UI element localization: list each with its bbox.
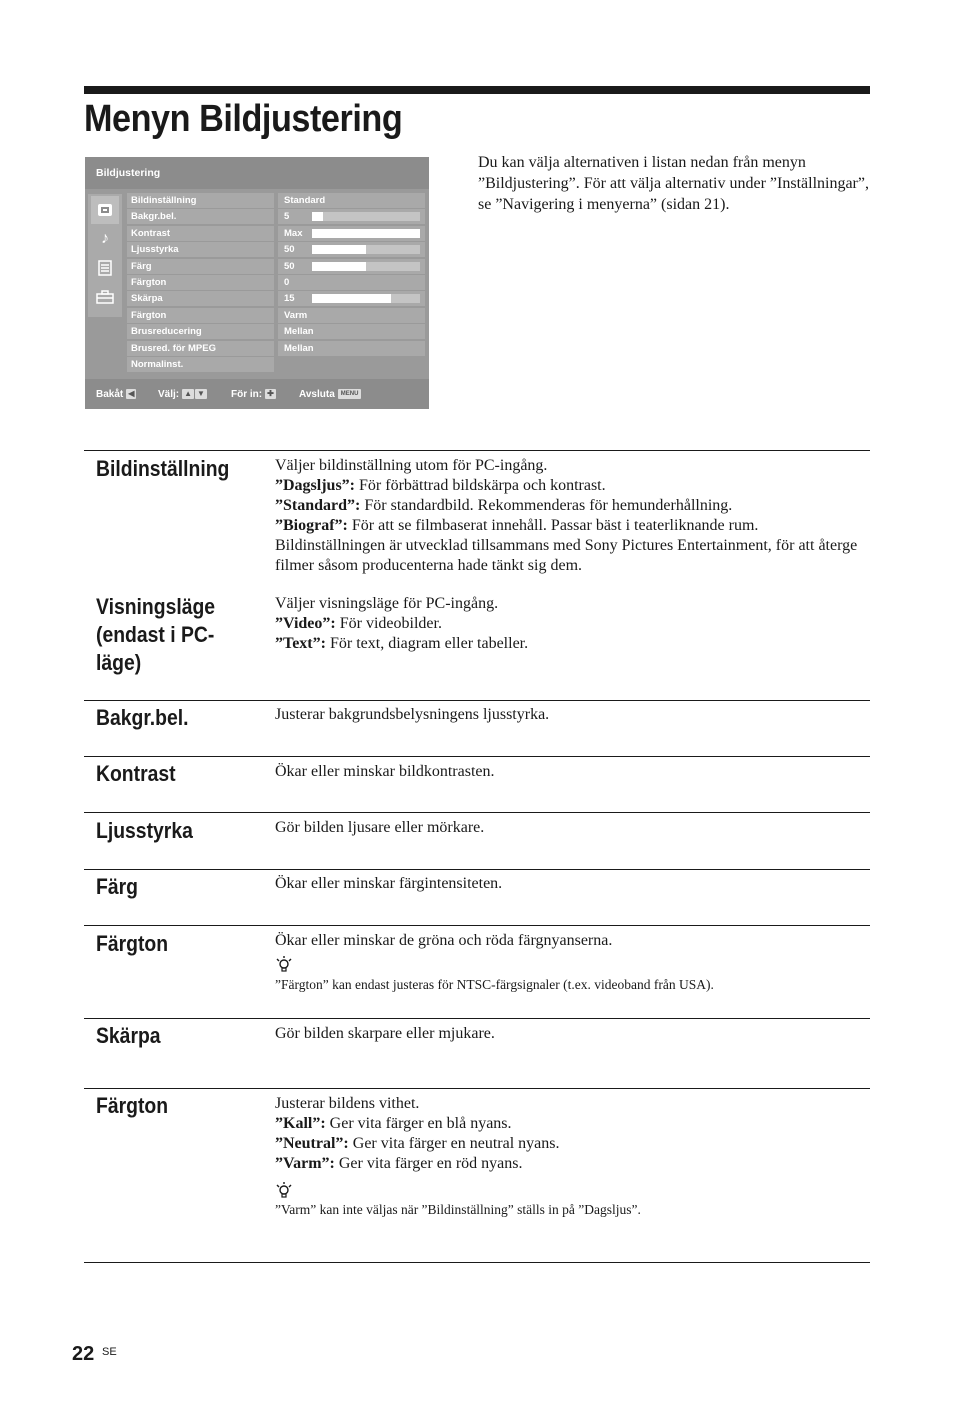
osd-row [127,324,425,340]
desc-fargton: Ökar eller minskar de gröna och röda färgnyanserna. [275,932,613,949]
title-rule [84,86,870,94]
osd-level-bar-fill [312,212,323,221]
term-farg: Färg [96,874,138,899]
page-language: SE [102,1346,117,1358]
desc-bildinstallning: Väljer bildinställning utom för PC-ingång. ”Dagsljus”: För förbättrad bildskärpa och kontrast. ”Standard”: För standardbild. Rekommenderas för hemunderhållning. ”Biograf”: För att se filmbaserat innehåll. Passar bäst i teaterliknande rum. Bildinställningen är utvecklad tillsammans med Sony Pictures Entertainment, för att återge filmer såsom producenterna hade tänkt sig dem. [275,457,858,574]
term-visningslage: Visningsläge (endast i PC-läge) [96,594,216,675]
term-ljusstyrka: Ljusstyrka [96,818,193,843]
osd-row-label: Färgton [127,275,274,290]
picture-icon [91,196,119,224]
table-rule [84,756,870,757]
osd-row [127,259,425,275]
page-title: Menyn Bildjustering [84,98,403,140]
table-rule [84,700,870,701]
osd-row-label: Brusreducering [127,324,274,339]
osd-row-value: 0 [278,275,425,290]
table-rule [84,925,870,926]
table-rule [84,1088,870,1089]
osd-row [127,291,425,307]
osd-footer [85,379,429,409]
table-rule [84,812,870,813]
osd-row-label: Färg [127,259,274,274]
desc-farg: Ökar eller minskar färgintensiteten. [275,875,503,892]
osd-row-value: Varm [278,308,425,323]
osd-row [127,193,425,209]
osd-level-bar-fill [312,294,391,303]
osd-row-label: Kontrast [127,226,274,241]
osd-footer-exit: Avsluta MENU [299,389,361,400]
osd-row [127,226,425,242]
osd-level-bar [312,294,420,303]
settings-icon [91,283,119,311]
term-kontrast: Kontrast [96,761,176,786]
osd-row [127,341,425,357]
desc-fargton-white: Justerar bildens vithet. ”Kall”: Ger vita färger en blå nyans. ”Neutral”: Ger vita färger en neutral nyans. ”Varm”: Ger vita färger en röd nyans. [275,1095,560,1172]
down-key-icon: ▼ [197,389,205,399]
osd-level-bar-fill [312,262,366,271]
osd-row [127,275,425,291]
table-rule [84,1262,870,1263]
term-bildinstallning: Bildinställning [96,456,230,481]
osd-footer-select: Välj: ▲ ▼ [158,389,205,400]
term-bakgrbel: Bakgr.bel. [96,705,189,730]
osd-sidebar [88,194,122,317]
osd-footer-back: Bakåt ◀ [96,389,135,400]
picture-adjustment-menu-screenshot [85,157,429,409]
osd-row [127,308,425,324]
osd-row [127,357,425,373]
hint-bulb-icon [275,955,293,973]
osd-row-value: Max [278,226,425,241]
table-rule [84,1018,870,1019]
back-key-icon: ◀ [128,389,135,399]
osd-row-value: 15 [278,291,425,306]
osd-row-value: 50 [278,242,425,257]
table-rule [84,450,870,451]
osd-row-value: 50 [278,259,425,274]
osd-level-bar [312,245,420,254]
intro-text: Du kan välja alternativen i listan nedan från menyn ”Bildjustering”. För att välja alternativ under ”Inställningar”, se ”Navigering i menyerna” (sidan 21). [478,154,869,213]
osd-row-label: Skärpa [127,291,274,306]
term-skarpa: Skärpa [96,1023,161,1048]
osd-level-bar [312,212,420,221]
table-rule [84,869,870,870]
osd-row-label: Färgton [127,308,274,323]
desc-skarpa: Gör bilden skarpare eller mjukare. [275,1025,495,1042]
osd-row-label: Ljusstyrka [127,242,274,257]
sound-icon: ♪ [101,230,109,247]
desc-bakgrbel: Justerar bakgrundsbelysningens ljusstyrka. [275,706,550,723]
osd-row-label: Normalinst. [127,357,274,372]
osd-footer-enter: För in: ✚ [231,389,274,400]
up-key-icon: ▲ [184,389,193,399]
osd-level-bar [312,229,420,238]
osd-row [127,242,425,258]
desc-kontrast: Ökar eller minskar bildkontrasten. [275,763,495,780]
page-number: 22 [72,1343,95,1365]
osd-header [85,157,429,189]
hint-bulb-icon [275,1181,293,1199]
desc-visningslage: Väljer visningsläge för PC-ingång. ”Video”: För videobilder. ”Text”: För text, diagram eller tabeller. [275,595,529,652]
osd-row-value: Mellan [278,341,425,356]
osd-level-bar-fill [312,245,366,254]
osd-title: Bildjustering [96,167,161,179]
menu-key: MENU [338,389,362,399]
note-varm: ”Varm” kan inte väljas när ”Bildinställning” ställs in på ”Dagsljus”. [275,1202,641,1217]
term-fargton: Färgton [96,931,169,956]
osd-row-value: Standard [278,193,425,208]
term-fargton-white: Färgton [96,1093,169,1118]
osd-row-value: 5 [278,209,425,224]
enter-key-icon: ✚ [267,389,274,399]
features-icon [91,254,119,282]
note-fargton: ”Färgton” kan endast justeras för NTSC-färgsignaler (t.ex. videoband från USA). [275,977,714,992]
osd-row-value: Mellan [278,324,425,339]
osd-level-bar-fill [312,229,420,238]
osd-row-label: Brusred. för MPEG [127,341,274,356]
osd-level-bar [312,262,420,271]
osd-row-label: Bakgr.bel. [127,209,274,224]
osd-rows [127,193,425,373]
desc-ljusstyrka: Gör bilden ljusare eller mörkare. [275,819,485,836]
osd-row-label: Bildinställning [127,193,274,208]
osd-row [127,209,425,225]
